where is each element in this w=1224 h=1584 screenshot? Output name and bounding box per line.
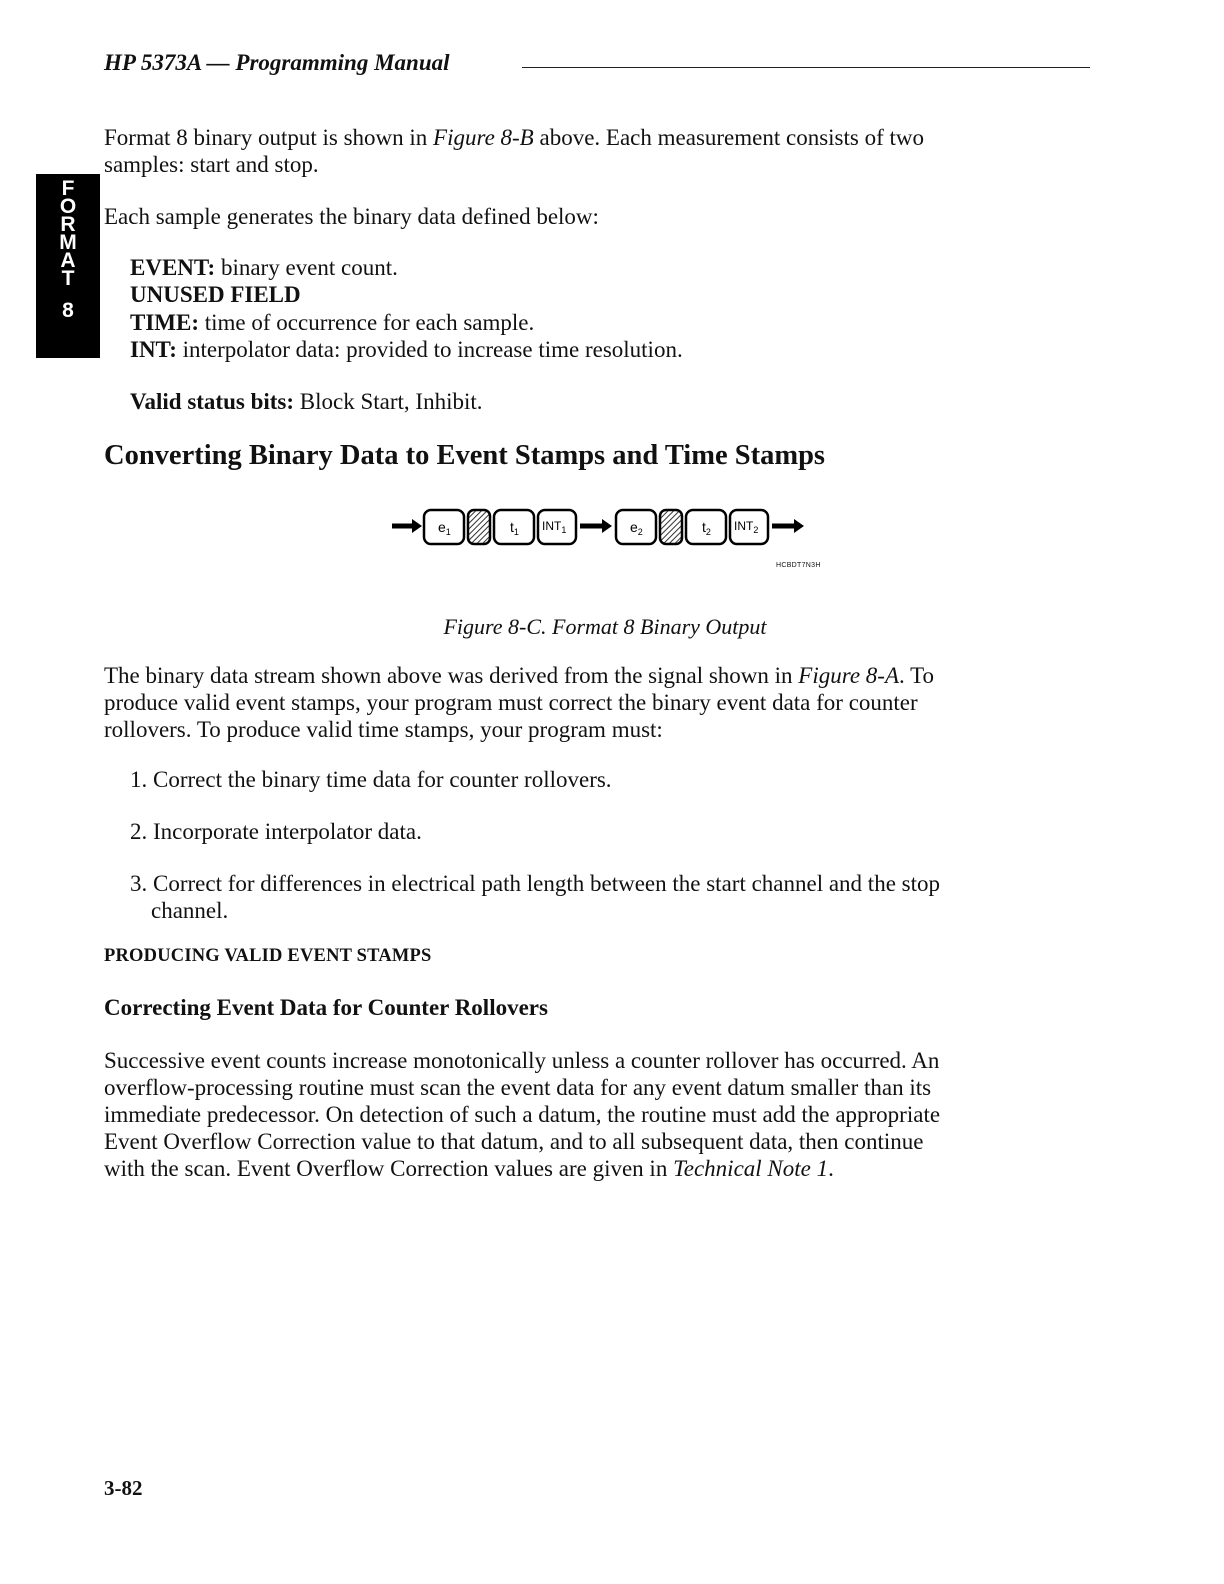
sample-1 (424, 510, 576, 544)
step-2: 2. Incorporate interpolator data. (130, 819, 422, 844)
intro-paragraph: Format 8 binary output is shown in Figure 8-B above. Each measurement consists of two samples: start and stop. (104, 125, 924, 177)
running-header: HP 5373A — Programming Manual (104, 50, 450, 75)
sample-2 (616, 510, 768, 544)
binary-output-diagram (384, 500, 834, 556)
definition-unused-field: UNUSED FIELD (130, 282, 301, 307)
int-label: $INT_2$ (734, 519, 759, 535)
header-rule (522, 67, 1090, 68)
valid-status-bits: Valid status bits: Block Start, Inhibit. (130, 389, 483, 414)
subsection-label: PRODUCING VALID EVENT STAMPS (104, 946, 432, 966)
format-8-side-tab (36, 174, 100, 358)
side-tab-letter: T (61, 267, 75, 290)
figure-caption: Figure 8-C. Format 8 Binary Output (443, 614, 767, 639)
definition-time: TIME: time of occurrence for each sample. (130, 310, 535, 335)
side-tab-letter: R (60, 213, 76, 236)
step-1: 1. Correct the binary time data for counter rollovers. (130, 767, 612, 792)
int-label: $INT_1$ (542, 519, 567, 535)
time-label: $t_1$ (510, 519, 519, 537)
figure-code: HCBDT7N3H (776, 562, 821, 569)
side-tab-letter: A (60, 249, 76, 272)
unused-field (660, 510, 682, 544)
figure-8a-reference: Figure 8-A (798, 663, 900, 688)
event-label: $e_2$ (630, 519, 643, 537)
definition-int: INT: interpolator data: provided to increase time resolution. (130, 337, 683, 362)
figure-8b-reference: Figure 8-B (433, 125, 534, 150)
unused-field (468, 510, 490, 544)
stream-arrow-out (772, 519, 804, 533)
side-tab-letter: F (61, 177, 75, 200)
subheading: Correcting Event Data for Counter Rollovers (104, 995, 548, 1020)
stream-arrow-mid (580, 519, 612, 533)
side-tab-letter: M (59, 231, 77, 254)
side-tab-letter: O (59, 195, 77, 218)
event-label: $e_1$ (438, 519, 451, 537)
technical-note-reference: Technical Note 1 (673, 1156, 829, 1181)
stream-arrow-in (392, 519, 422, 533)
rollover-paragraph: Successive event counts increase monotonically unless a counter rollover has occurred. An overflow-processing routine must scan the event data for any event datum smaller than its immediate predecessor. On detection of such a datum, the routine must add the appropriate Event Overflow Correction value to that datum, and to all subsequent data, then continue with the scan. Event Overflow Correction values are given in Technical Note 1. (104, 1048, 941, 1181)
time-label: $t_2$ (702, 519, 711, 537)
section-title: Converting Binary Data to Event Stamps and Time Stamps (104, 440, 826, 471)
derivation-paragraph: The binary data stream shown above was derived from the signal shown in Figure 8-A. To produce valid event stamps, your program must correct the binary event data for counter rollovers. To produce valid time stamps, your program must: (104, 663, 935, 742)
sample-definition-intro: Each sample generates the binary data defined below: (104, 204, 599, 229)
step-3: 3. Correct for differences in electrical path length between the start channel and the stop channel. (130, 871, 940, 923)
page-number: 3-82 (104, 1476, 143, 1500)
definition-event: EVENT: binary event count. (130, 255, 398, 280)
side-tab-number: 8 (62, 299, 74, 322)
